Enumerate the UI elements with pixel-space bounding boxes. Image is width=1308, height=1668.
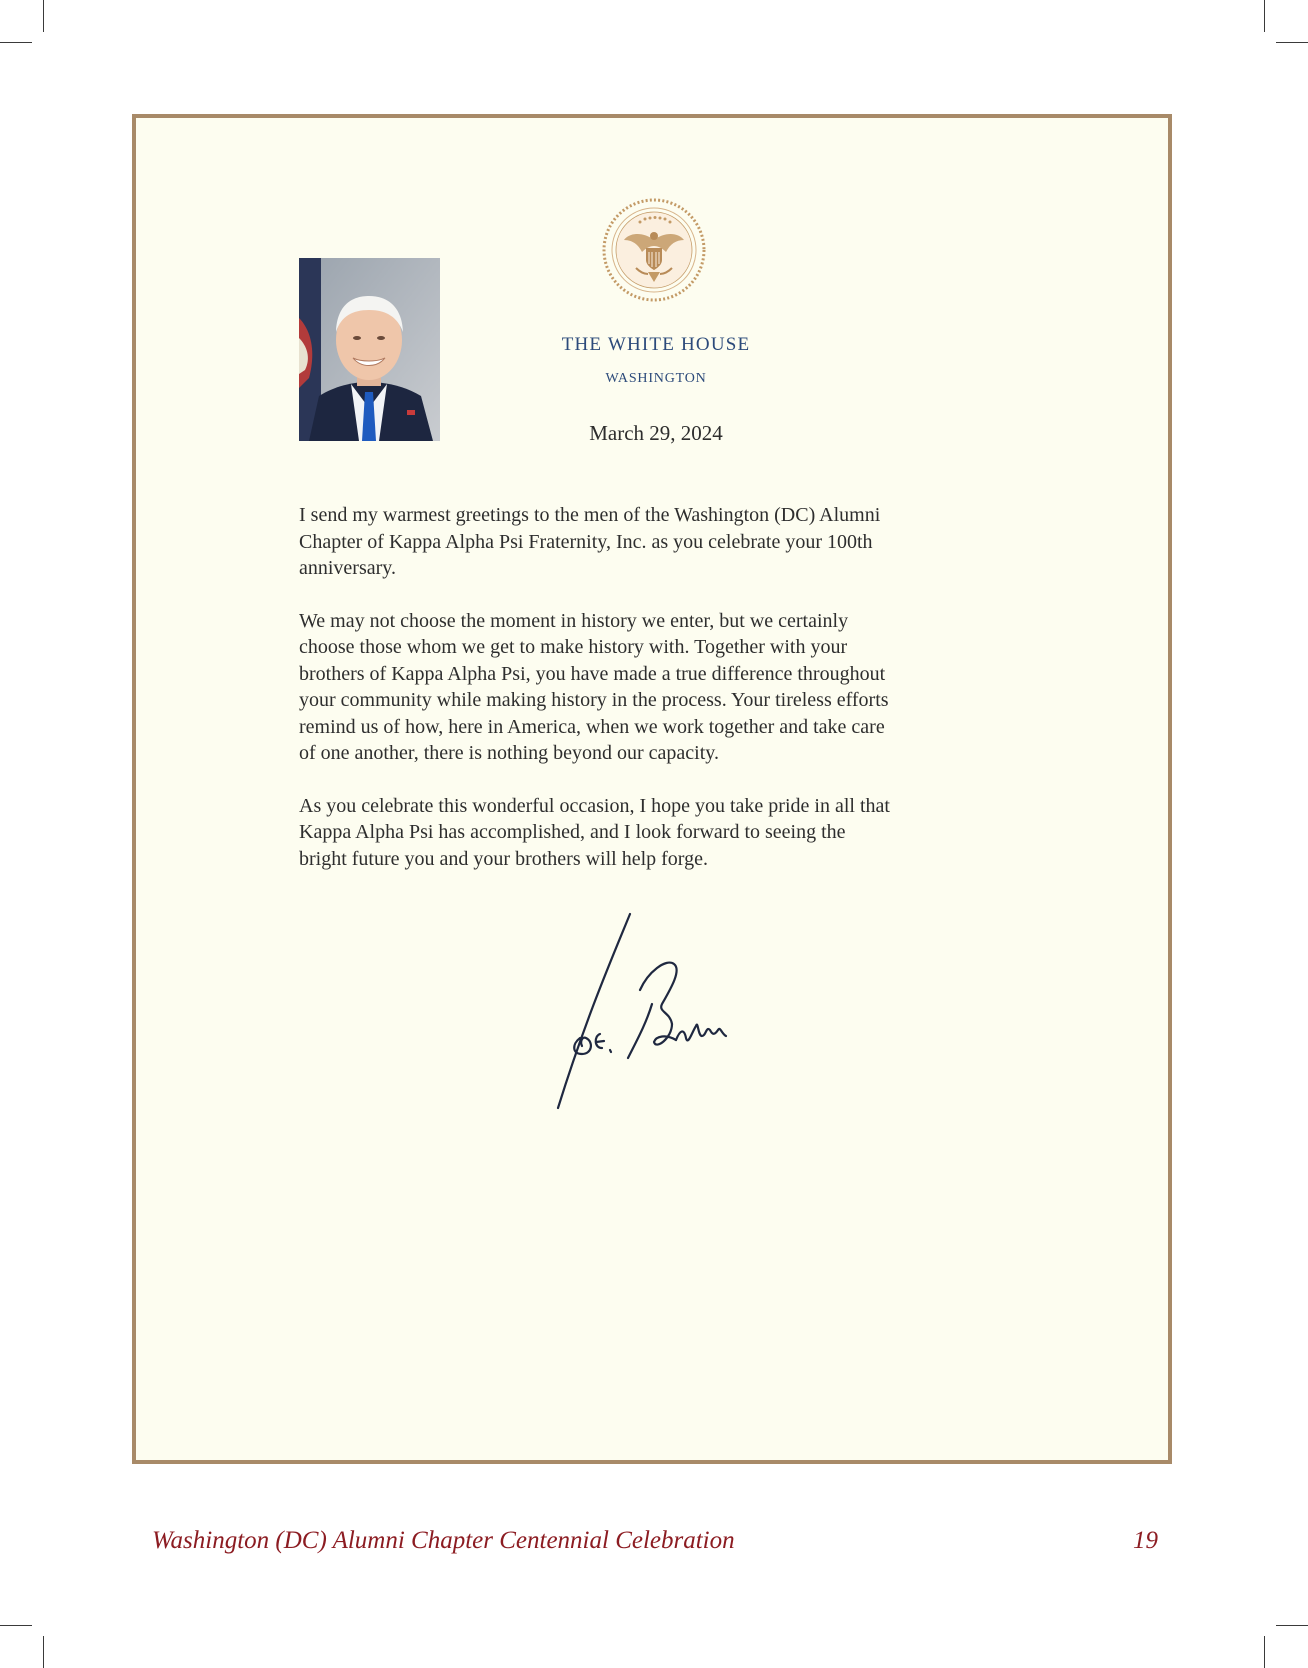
crop-mark: [1264, 1636, 1265, 1668]
crop-mark: [1264, 0, 1265, 32]
letter-date: March 29, 2024: [589, 421, 723, 445]
crop-mark: [0, 1625, 32, 1626]
presidential-seal-icon: [600, 196, 708, 304]
letterhead-title: THE WHITE HOUSE: [561, 334, 751, 355]
signature-icon: [516, 908, 776, 1128]
publication-title: Washington (DC) Alumni Chapter Centennial Celebration: [152, 1527, 735, 1554]
letterhead-subtitle: WASHINGTON: [605, 371, 707, 386]
crop-mark: [1276, 42, 1308, 43]
crop-mark: [1276, 1625, 1308, 1626]
letter-paragraph-1: I send my warmest greetings to the men of the Washington (DC) Alumni Chapter of Kappa Alpha Psi Fraternity, Inc. as you celebrate your 100th anniversary.: [299, 504, 881, 579]
page-number: 19: [1133, 1527, 1158, 1554]
crop-mark: [0, 42, 32, 43]
crop-mark: [43, 1636, 44, 1668]
crop-mark: [43, 0, 44, 32]
letter-body: [299, 502, 1004, 898]
letter-paragraph-3: As you celebrate this wonderful occasion, I hope you take pride in all that Kappa Alpha Psi has accomplished, and I look forward to seeing the bright future you and your brothers will help forge.: [299, 794, 890, 870]
letter-page: [132, 114, 1172, 1464]
letter-paragraph-2: We may not choose the moment in history we enter, but we certainly choose those whom we get to make history with. Together with your brothers of Kappa Alpha Psi, you have made a true difference throughout your community while making history in the process. Your tireless efforts remind us of how, here in America, when we work together and take care of one another, there is nothing beyond our capacity.: [299, 609, 889, 764]
